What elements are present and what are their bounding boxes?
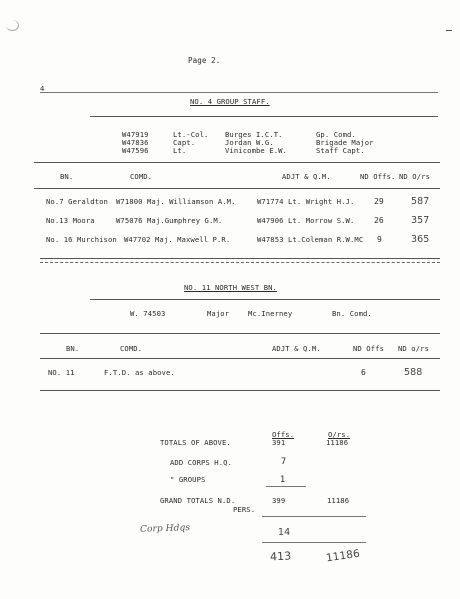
table1-bottom-rule-2: [40, 262, 440, 263]
table1-header-adjt: ADJT & Q.M.: [282, 172, 331, 181]
table1-ors: 365: [411, 234, 430, 245]
staff-rank-2: Lt.: [173, 146, 187, 155]
staff-number-1: W47836: [122, 138, 149, 147]
totals-grand-offs: 399: [272, 496, 286, 505]
table2-offs: 6: [361, 368, 366, 377]
totals-grand-label-2: PERS.: [233, 505, 256, 514]
edge-mark: [446, 30, 452, 31]
top-rule: [40, 92, 438, 93]
table2-header-rule: [40, 358, 440, 359]
nw-title: NO. 11 NORTH WEST BN.: [184, 283, 277, 292]
totals-grand-rule: [262, 516, 366, 517]
table1-top-rule: [34, 162, 440, 163]
totals-col-ors: O/rs.: [328, 430, 351, 439]
staff-role-0: Gp. Comd.: [316, 130, 356, 139]
staff-rank-0: Lt.-Col.: [173, 130, 209, 139]
table1-offs: 9: [377, 235, 382, 244]
totals-groups-rule: [266, 486, 306, 487]
totals-groups-offs: 1: [280, 475, 286, 485]
table1-offs: 26: [374, 216, 384, 225]
staff-number-0: W47919: [122, 130, 149, 139]
staff-role-1: Brigade Major: [316, 138, 374, 147]
table1-bn: No. 16 Murchison: [46, 235, 117, 244]
totals-above-offs: 391: [272, 438, 286, 447]
table2-bn: NO. 11: [48, 368, 75, 377]
totals-above-ors: 11186: [326, 438, 349, 447]
table1-offs: 29: [374, 197, 384, 206]
staff-number-2: W47596: [122, 146, 149, 155]
nw-staff-rank: Major: [207, 309, 230, 318]
group-title: NO. 4 GROUP STAFF.: [190, 97, 270, 106]
table1-header-bn: BN.: [60, 172, 74, 181]
handwritten-ors-total: 11186: [325, 547, 361, 565]
table1-header-comd: COMD.: [130, 172, 153, 181]
table1-comd: W75076 Maj.Gumphrey G.M.: [116, 216, 223, 225]
table1-bottom-rule: [40, 258, 440, 259]
group-title-rule: [90, 116, 438, 117]
totals-grand-label-1: GRAND TOTALS N.D.: [160, 496, 236, 505]
table1-bn: No.13 Moora: [46, 216, 95, 225]
totals-col-offs: Offs.: [272, 430, 295, 439]
margin-number: 4: [40, 84, 45, 93]
totals-groups-label: " GROUPS: [170, 475, 206, 484]
table2-header-nd-offs: ND Offs: [353, 344, 384, 353]
totals-grand-ors: 11186: [327, 496, 350, 505]
table1-comd: W71800 Maj. Williamson A.M.: [116, 197, 236, 206]
corner-mark: [6, 20, 19, 31]
handwritten-offs-total: 413: [269, 549, 292, 564]
table2-comd: F.T.D. as above.: [104, 368, 175, 377]
totals-corps-offs: 7: [281, 457, 287, 467]
table1-adjt: W47906 Lt. Morrow S.W.: [257, 216, 355, 225]
handwritten-rule: [262, 542, 366, 543]
staff-name-2: Vinicombe E.W.: [225, 146, 287, 155]
table1-ors: 357: [411, 215, 430, 226]
staff-name-1: Jordan W.G.: [225, 138, 274, 147]
nw-title-rule: [90, 299, 440, 300]
handwritten-note: Corp Hdqs: [139, 523, 191, 535]
staff-role-2: Staff Capt.: [316, 146, 365, 155]
table1-adjt: W47853 Lt.Coleman R.W.MC: [257, 235, 364, 244]
table1-header-nd-ors: ND O/rs: [399, 172, 430, 181]
table2-header-nd-ors: ND o/rs: [398, 344, 429, 353]
nw-staff-role: Bn. Comd.: [332, 309, 372, 318]
table2-ors: 588: [404, 367, 423, 378]
handwritten-offs-add: 14: [278, 527, 291, 538]
table1-header-nd-offs: ND Offs.: [360, 172, 396, 181]
table2-header-adjt: ADJT & Q.M.: [272, 344, 321, 353]
table1-header-rule: [34, 188, 440, 189]
page-label: Page 2.: [188, 56, 221, 65]
staff-name-0: Burges I.C.T.: [225, 130, 283, 139]
staff-rank-1: Capt.: [173, 138, 196, 147]
table1-adjt: W71774 Lt. Wright H.J.: [257, 197, 355, 206]
table2-bottom-rule: [40, 390, 440, 391]
table2-top-rule: [40, 333, 440, 334]
table1-comd: W47702 Maj. Maxwell P.R.: [124, 235, 231, 244]
table2-header-comd: COMD.: [120, 344, 143, 353]
totals-corps-label: ADD CORPS H.Q.: [170, 458, 232, 467]
table2-header-bn: BN.: [66, 344, 80, 353]
table1-bn: No.7 Geraldton: [46, 197, 108, 206]
table1-ors: 587: [411, 196, 430, 207]
nw-staff-name: Mc.Inerney: [248, 309, 293, 318]
nw-staff-number: W. 74503: [130, 309, 166, 318]
totals-above-label: TOTALS OF ABOVE.: [160, 438, 231, 447]
